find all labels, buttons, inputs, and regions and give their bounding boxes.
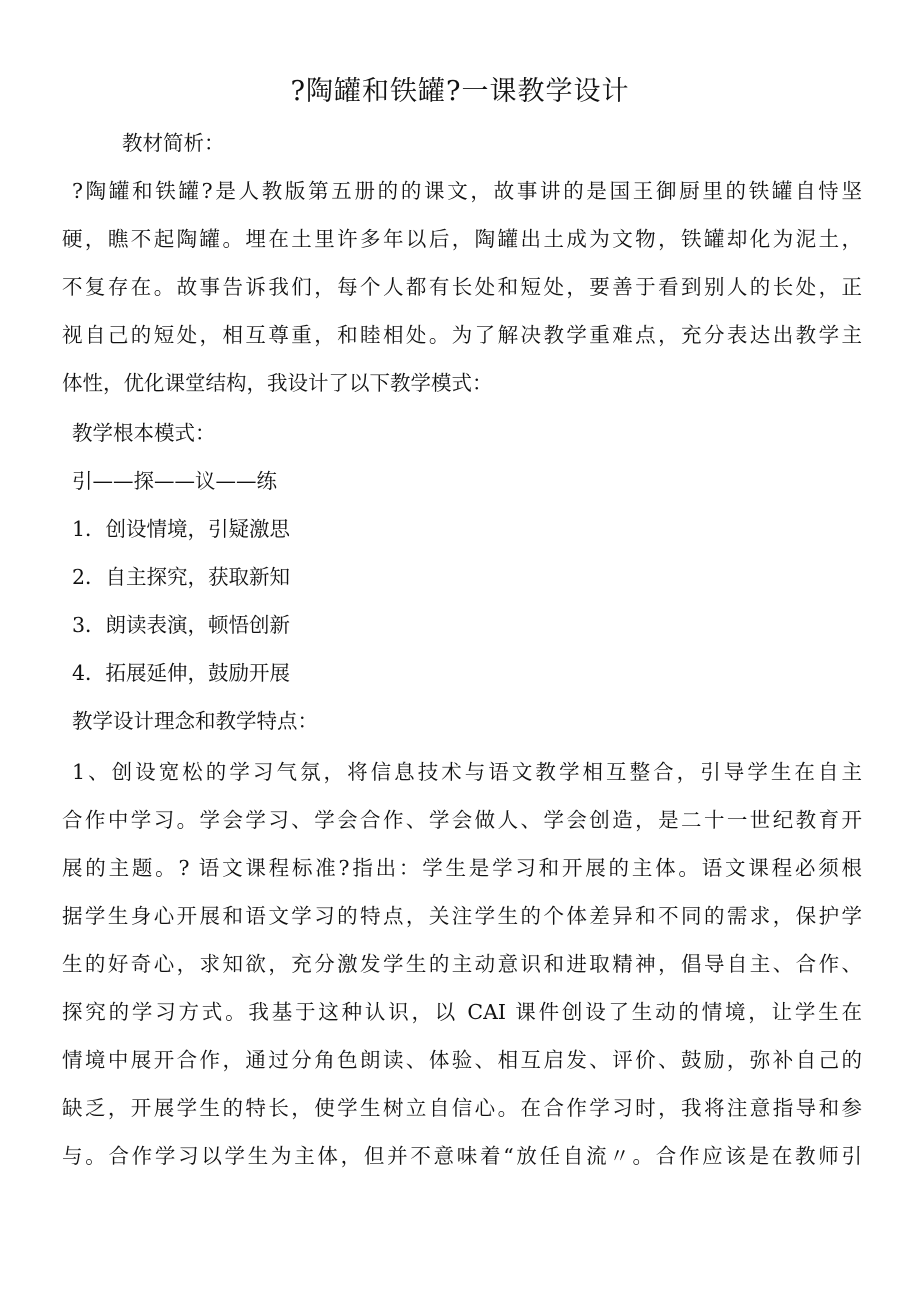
intro-line-2: 硬，瞧不起陶罐。埋在土里许多年以后，陶罐出土成为文物，铁罐却化为泥土， [62,227,862,251]
intro-line-4: 视自己的短处，相互尊重，和睦相处。为了解决教学重难点，充分表达出教学主 [62,323,862,347]
mode-heading: 教学根本模式： [72,421,216,445]
concept-line-4: 据学生身心开展和语文学习的特点，关注学生的个体差异和不同的需求，保护学 [62,904,862,928]
concept-heading: 教学设计理念和教学特点： [72,709,318,733]
mode-flow: 引——探——议——练 [72,469,277,493]
intro-line-3: 不复存在。故事告诉我们，每个人都有长处和短处，要善于看到别人的长处，正 [62,275,862,299]
concept-line-8: 缺乏，开展学生的特长，使学生树立自信心。在合作学习时，我将注意指导和参 [62,1096,862,1120]
concept-line-5: 生的好奇心，求知欲，充分激发学生的主动意识和进取精神，倡导自主、合作、 [62,952,862,976]
intro-line-1: ?陶罐和铁罐?是人教版第五册的的课文，故事讲的是国王御厨里的铁罐自恃坚 [72,179,862,203]
concept-line-7: 情境中展开合作，通过分角色朗读、体验、相互启发、评价、鼓励，弥补自己的 [62,1048,862,1072]
document-title: ?陶罐和铁罐?一课教学设计 [290,76,630,107]
material-heading: 教材简析： [122,131,225,155]
intro-line-5: 体性，优化课堂结构，我设计了以下教学模式： [62,371,493,395]
step-item-3: 3．朗读表演，顿悟创新 [72,613,291,637]
concept-line-1: 1、创设宽松的学习气氛，将信息技术与语文教学相互整合，引导学生在自主 [72,760,862,784]
concept-line-6: 探究的学习方式。我基于这种认识，以 CAI 课件创设了生动的情境，让学生在 [62,1000,862,1024]
step-item-2: 2．自主探究，获取新知 [72,565,291,589]
concept-line-2: 合作中学习。学会学习、学会合作、学会做人、学会创造，是二十一世纪教育开 [62,808,862,832]
step-item-4: 4．拓展延伸，鼓励开展 [72,661,291,685]
concept-line-3: 展的主题。? 语文课程标准?指出：学生是学习和开展的主体。语文课程必须根 [62,856,862,880]
step-item-1: 1．创设情境，引疑激思 [72,517,291,541]
concept-line-9: 与。合作学习以学生为主体，但并不意味着“放任自流〃。合作应该是在教师引 [62,1144,862,1168]
